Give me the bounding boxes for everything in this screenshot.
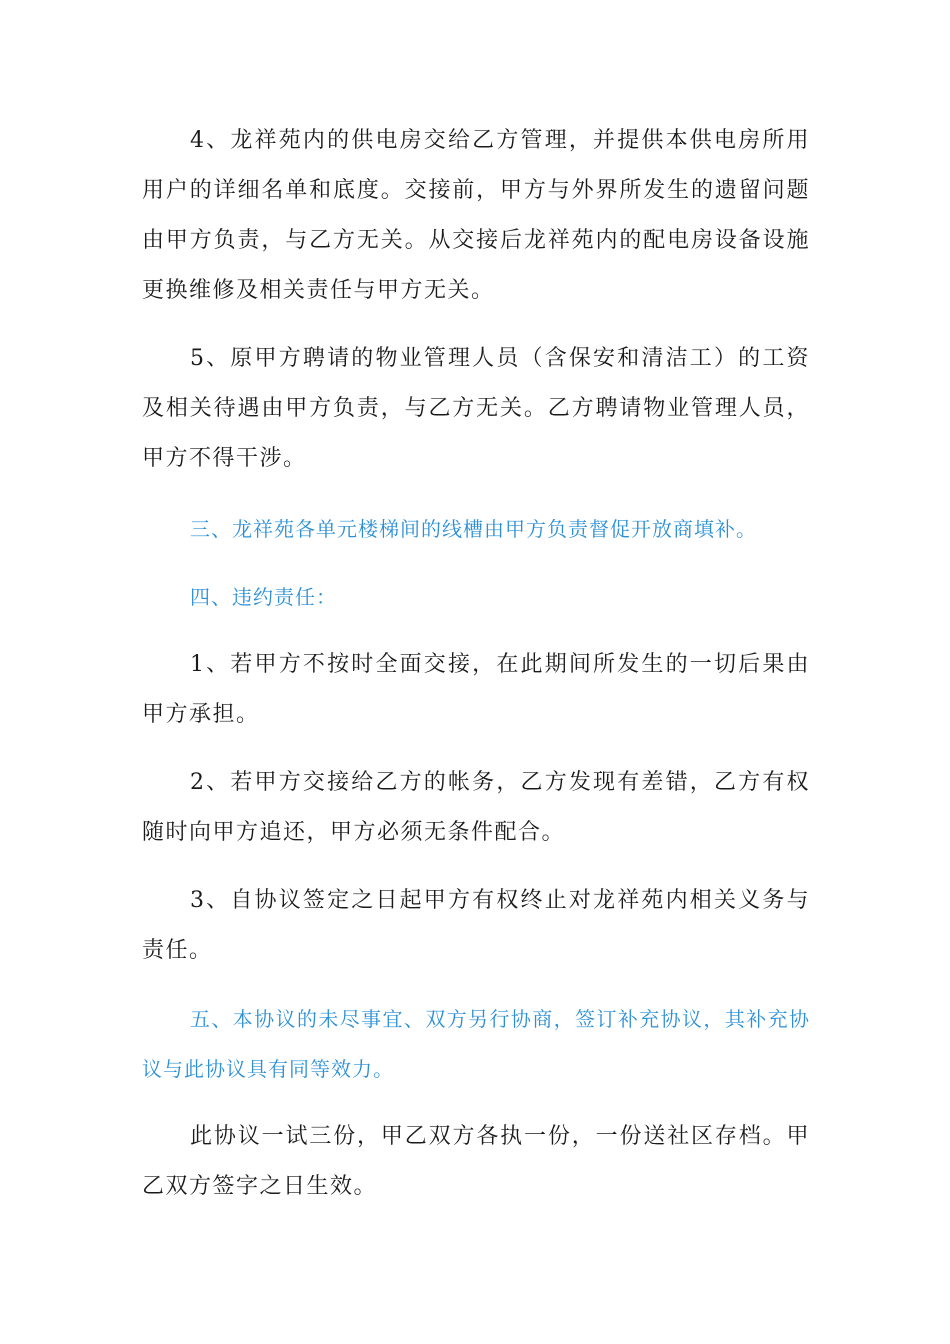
- section-heading-3: 三、龙祥苑各单元楼梯间的线槽由甲方负责督促开放商填补。: [190, 517, 757, 541]
- document-body: [142, 116, 810, 1212]
- section-heading-4: 四、违约责任：: [190, 585, 337, 609]
- paragraph-liability-2: 2、若甲方交接给乙方的帐务，乙方发现有差错，乙方有权随时向甲方追还，甲方必须无条件配合。: [142, 770, 810, 845]
- paragraph-clause-5: 5、原甲方聘请的物业管理人员（含保安和清洁工）的工资及相关待遇由甲方负责，与乙方无关。乙方聘请物业管理人员，甲方不得干涉。: [142, 346, 810, 471]
- section-heading-5: 五、本协议的未尽事宜、双方另行协商，签订补充协议，其补充协议与此协议具有同等效力。: [142, 1007, 810, 1081]
- paragraph-closing: 此协议一试三份，甲乙双方各执一份，一份送社区存档。甲乙双方签字之日生效。: [142, 1124, 810, 1199]
- paragraph-liability-1: 1、若甲方不按时全面交接，在此期间所发生的一切后果由甲方承担。: [142, 652, 810, 727]
- paragraph-liability-3: 3、自协议签定之日起甲方有权终止对龙祥苑内相关义务与责任。: [142, 888, 810, 963]
- paragraph-clause-4: 4、龙祥苑内的供电房交给乙方管理，并提供本供电房所用用户的详细名单和底度。交接前，甲方与外界所发生的遗留问题由甲方负责，与乙方无关。从交接后龙祥苑内的配电房设备设施更换维修及相关责任与甲方无关。: [142, 128, 810, 303]
